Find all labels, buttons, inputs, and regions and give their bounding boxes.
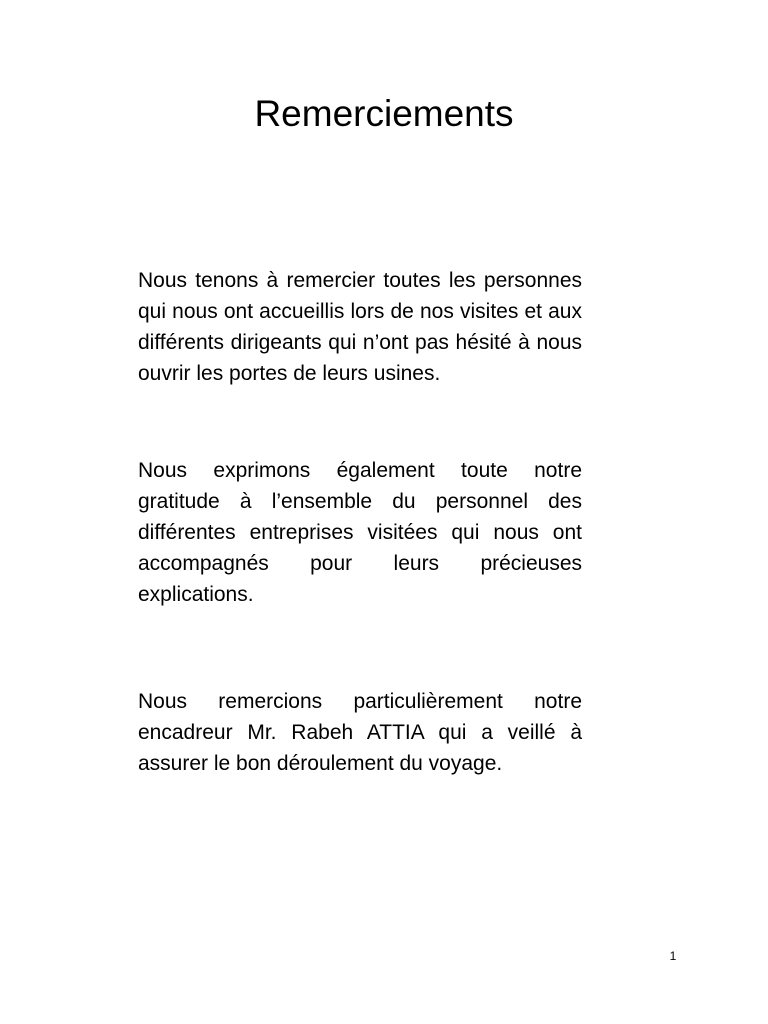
page-title: Remerciements	[254, 93, 514, 134]
page-number: 1	[669, 949, 677, 963]
acknowledgment-paragraph-1: Nous tenons à remercier toutes les personnes qui nous ont accueillis lors de nos visites et aux différents dirigeants qui n’ont pas hésité à nous ouvrir les portes de leurs usines.	[138, 269, 582, 385]
acknowledgment-paragraph-3: Nous remercions particulièrement notre encadreur Mr. Rabeh ATTIA qui a veillé à assurer le bon déroulement du voyage.	[138, 690, 582, 775]
acknowledgment-paragraph-2: Nous exprimons également toute notre gratitude à l’ensemble du personnel des différentes entreprises visitées qui nous ont accompagnés pour leurs précieuses explications.	[138, 459, 582, 606]
